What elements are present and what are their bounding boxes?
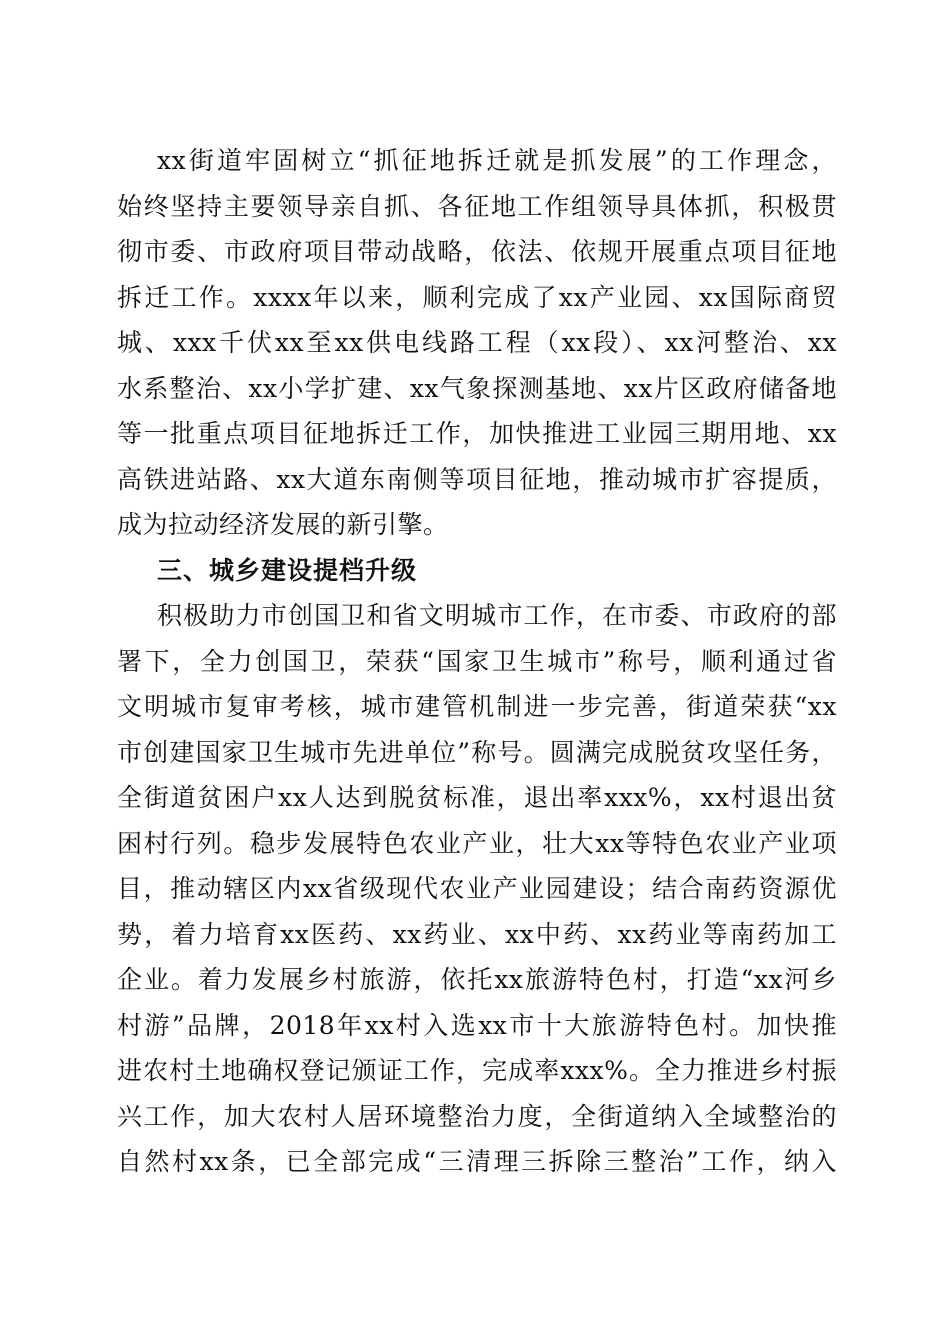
text-line: 兴工作，加大农村人居环境整治力度，全街道纳入全域整治的 — [117, 1101, 837, 1131]
text-line: 全街道贫困户xx人达到脱贫标准，退出率xxx%，xx村退出贫 — [117, 783, 837, 812]
text-line: 目，推动辖区内xx省级现代农业产业园建设；结合南药资源优 — [117, 874, 837, 903]
text-line: 积极助力市创国卫和省文明城市工作，在市委、市政府的部 — [157, 601, 837, 630]
text-line: 等一批重点项目征地拆迁工作，加快推进工业园三期用地、xx — [117, 419, 837, 448]
text-line: 署下，全力创国卫，荣获“国家卫生城市”称号，顺利通过省 — [117, 646, 837, 676]
text-line: 自然村xx条，已全部完成“三清理三拆除三整治”工作，纳入 — [117, 1147, 837, 1176]
text-line: 困村行列。稳步发展特色农业产业，壮大xx等特色农业产业项 — [117, 828, 837, 858]
text-line: 水系整治、xx小学扩建、xx气象探测基地、xx片区政府储备地 — [117, 373, 837, 403]
text-line: 势，着力培育xx医药、xx药业、xx中药、xx药业等南药加工 — [117, 919, 837, 949]
paragraph-land-acquisition — [117, 138, 837, 548]
text-line: 成为拉动经济发展的新引擎。 — [117, 510, 449, 539]
text-line: 高铁进站路、xx大道东南侧等项目征地，推动城市扩容提质， — [117, 464, 837, 494]
text-line: 彻市委、市政府项目带动战略，依法、依规开展重点项目征地 — [117, 237, 837, 266]
text-line: 拆迁工作。xxxx年以来，顺利完成了xx产业园、xx国际商贸 — [117, 282, 837, 312]
text-line: xx街道牢固树立“抓征地拆迁就是抓发展”的工作理念， — [157, 146, 837, 175]
section-heading: 三、城乡建设提档升级 — [157, 555, 418, 585]
text-line: 始终坚持主要领导亲自抓、各征地工作组领导具体抓，积极贯 — [117, 191, 837, 221]
text-line: 进农村土地确权登记颁证工作，完成率xxx%。全力推进乡村振 — [117, 1056, 837, 1085]
text-line: 城、xxx千伏xx至xx供电线路工程（xx段）、xx河整治、xx — [117, 328, 837, 357]
document-body — [117, 138, 837, 1185]
text-line: 文明城市复审考核，城市建管机制进一步完善，街道荣获“xx — [117, 692, 837, 721]
text-line: 企业。着力发展乡村旅游，依托xx旅游特色村，打造“xx河乡 — [117, 965, 837, 994]
text-line: 村游”品牌，2018年xx村入选xx市十大旅游特色村。加快推 — [117, 1010, 837, 1040]
paragraph-urban-rural-construction — [117, 593, 837, 1185]
text-line: 市创建国家卫生城市先进单位”称号。圆满完成脱贫攻坚任务， — [117, 737, 837, 767]
